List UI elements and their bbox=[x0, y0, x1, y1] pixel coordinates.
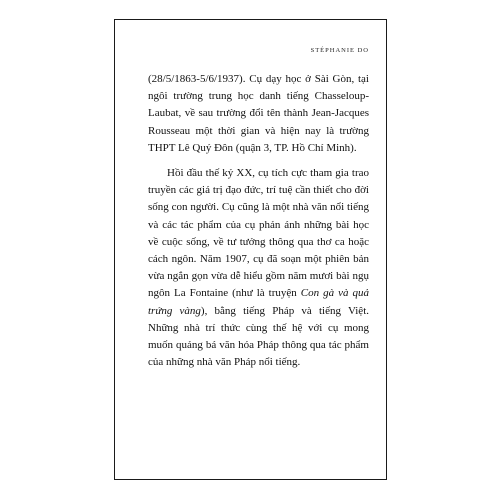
paragraph-1: (28/5/1863-5/6/1937). Cụ dạy học ở Sài Gòn, tại ngôi trường trung học danh tiếng Chasseloup-Laubat, về sau trường đổi tên thành Jean-Jacques Rousseau một thời gian và hiện nay là trường THPT Lê Quý Đôn (quận 3, TP. Hồ Chí Minh). bbox=[148, 73, 369, 154]
paragraph-2 bbox=[148, 165, 369, 371]
paragraph-2-part-2: ), bằng tiếng Pháp và tiếng Việt. Những nhà trí thức cùng thế hệ với cụ mong muốn quảng bá văn hóa Pháp thông qua tác phẩm của những nhà văn Pháp nổi tiếng. bbox=[148, 304, 370, 369]
body-text bbox=[148, 71, 369, 371]
book-page bbox=[114, 19, 387, 480]
paragraph-2-italic-title: Con gà và quả trứng vàng bbox=[148, 287, 369, 317]
running-head: STÉPHANIE DO bbox=[310, 47, 369, 54]
paragraph-2-part-1: Hồi đầu thế kỷ XX, cụ tích cực tham gia trao truyền các giá trị đạo đức, trí tuệ cần thiết cho đời sống con người. Cụ cũng là một nhà văn nổi tiếng và các tác phẩm của cụ phản ánh những bài học về cuộc sống, về tư tưởng thông qua thơ ca hoặc cách ngôn. Năm 1907, cụ đã soạn một phiên bản vừa ngắn gọn vừa dễ hiểu gồm năm mươi bài ngụ ngôn La Fontaine (như là truyện bbox=[148, 167, 369, 300]
